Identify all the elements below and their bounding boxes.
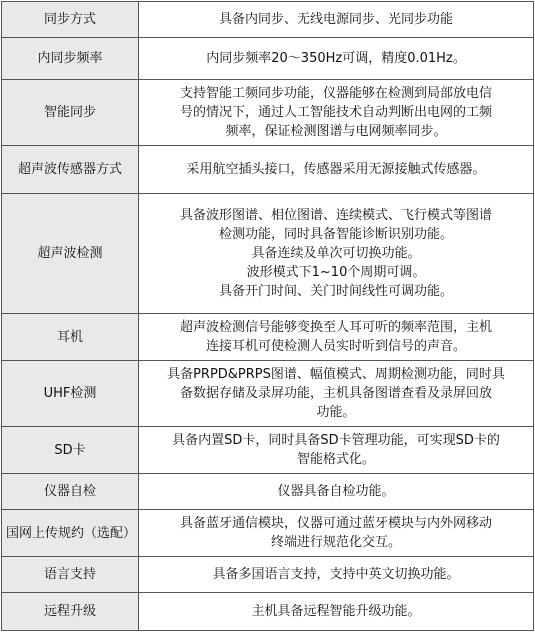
row-label: UHF检测 [2, 361, 139, 427]
description-line: 号的情况下，通过人工智能技术自动判断出电网的工频 [179, 105, 492, 120]
table-row [2, 474, 534, 510]
table-row [2, 146, 534, 194]
description-line: 具备内置SD卡，同时具备SD卡管理功能，可实现SD卡的 [172, 433, 500, 448]
table-row [2, 427, 534, 474]
description-line: 功能。 [316, 405, 356, 420]
row-description [139, 2, 534, 38]
description-line: 波形模式下1~10个周期可调。 [246, 265, 426, 280]
table-row [2, 194, 534, 314]
row-description [139, 314, 534, 361]
description-line: 具备PRPD&PRPS图谱、幅值模式、周期检测功能，同时具 [167, 367, 505, 382]
spec-table [1, 1, 534, 631]
description-line: 具备开门时间、关门时间线性可调功能。 [218, 284, 453, 299]
table-row [2, 2, 534, 38]
row-description [139, 194, 534, 314]
row-description [139, 510, 534, 557]
table-row [2, 510, 534, 557]
description-line: 具备连续及单次可切换功能。 [251, 246, 421, 261]
row-label: 超声波检测 [2, 194, 139, 314]
row-label: 智能同步 [2, 80, 139, 146]
description-line: 备数据存储及录屏功能，主机具备图谱查看及录屏回放 [179, 386, 492, 401]
row-label: 超声波传感器方式 [2, 146, 139, 194]
description-line: 频率，保证检测图谱与电网频率同步。 [225, 124, 447, 139]
description-line: 具备蓝牙通信模块，仪器可通过蓝牙模块与内外网移动 [179, 516, 492, 531]
table-row [2, 314, 534, 361]
description-line: 连接耳机可使检测人员实时听到信号的声音。 [205, 339, 466, 354]
row-label: SD卡 [2, 427, 139, 474]
description-line: 采用航空插头接口，传感器采用无源接触式传感器。 [186, 162, 486, 177]
row-label: 国网上传规约（选配） [2, 510, 139, 557]
description-line: 仪器具备自检功能。 [277, 484, 395, 499]
row-description [139, 474, 534, 510]
description-line: 超声波检测信号能够变换至人耳可听的频率范围，主机 [179, 320, 492, 335]
row-description [139, 427, 534, 474]
description-line: 检测功能，同时具备智能诊断识别功能。 [218, 227, 453, 242]
row-label: 仪器自检 [2, 474, 139, 510]
row-label: 同步方式 [2, 2, 139, 38]
table-row [2, 80, 534, 146]
description-line: 智能格式化。 [296, 452, 375, 467]
table-row [2, 593, 534, 631]
row-label: 远程升级 [2, 593, 139, 631]
description-line: 具备内同步、无线电源同步、光同步功能 [218, 12, 453, 27]
row-label: 语言支持 [2, 557, 139, 593]
table-row [2, 38, 534, 80]
description-line: 终端进行规范化交互。 [270, 535, 401, 550]
description-line: 主机具备远程智能升级功能。 [251, 604, 421, 619]
table-row [2, 557, 534, 593]
row-description [139, 146, 534, 194]
row-label: 内同步频率 [2, 38, 139, 80]
row-description [139, 557, 534, 593]
row-label: 耳机 [2, 314, 139, 361]
row-description [139, 593, 534, 631]
row-description [139, 80, 534, 146]
description-line: 具备多国语言支持，支持中英文切换功能。 [212, 567, 460, 582]
table-row [2, 361, 534, 427]
description-line: 支持智能工频同步功能，仪器能够在检测到局部放电信 [179, 86, 492, 101]
description-line: 内同步频率20～350Hz可调，精度0.01Hz。 [206, 51, 466, 66]
row-description [139, 38, 534, 80]
description-line: 具备波形图谱、相位图谱、连续模式、飞行模式等图谱 [179, 208, 492, 223]
row-description [139, 361, 534, 427]
